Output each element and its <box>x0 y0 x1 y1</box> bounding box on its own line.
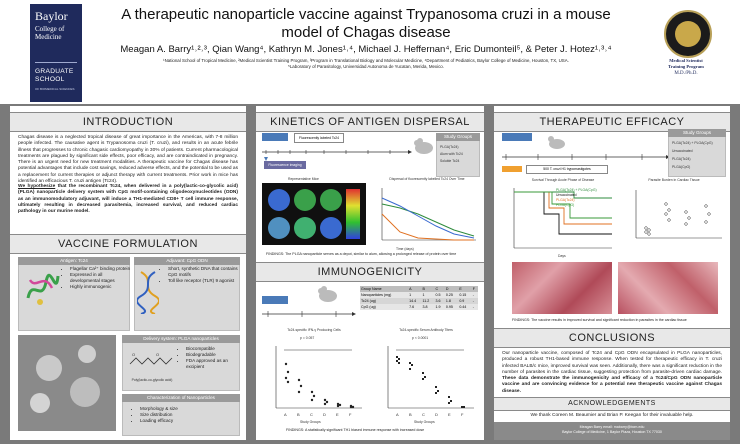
efficacy-findings: FINDINGS: The vaccine results in improved survival and significant reduction in parasites in the cardiac tissue <box>512 318 687 322</box>
dispersal-chart <box>370 184 480 248</box>
footer-email: Meagan Barry email: mabarry@bcm.edu <box>579 425 645 429</box>
table-cell: CpG (ug) <box>361 305 376 309</box>
kinetics-study-groups <box>440 144 463 165</box>
immuno-mouse-label-box <box>262 296 288 304</box>
table-cell: 0.5 <box>435 293 441 297</box>
affiliations-line-2: ⁵Laboratory of Parasitology, Universidad Autonoma de Yucatan, Merida, Mexico. <box>288 64 444 69</box>
adjuvant-bullet: • Toll like receptor (TLR) 9 agonist <box>168 278 244 284</box>
table-cell: 0.9 <box>459 299 465 303</box>
tick-label: C <box>422 412 425 417</box>
footer-text <box>494 422 730 435</box>
data-point <box>665 213 668 216</box>
table-cell: Tc24 (ug) <box>361 299 376 303</box>
data-point <box>311 399 313 401</box>
parasite-chart <box>622 184 726 258</box>
data-point <box>708 213 711 216</box>
data-point <box>688 217 691 220</box>
table-header-cell: D <box>445 287 449 291</box>
logo-biomed-text: OF BIOMEDICAL SCIENCES <box>35 87 75 91</box>
data-point <box>409 368 411 370</box>
delivery-bullets <box>178 346 246 370</box>
characterization-bullet: • Size distribution <box>140 412 240 418</box>
title-line-1: A therapeutic nanoparticle vaccine against Trypanosoma cruzi in a mouse <box>121 6 611 23</box>
infection-box: 500 T. cruzi H1 trypomastigotes <box>526 165 608 174</box>
labeled-tc24-box: Fluorescently labeled Tc24 <box>294 133 344 143</box>
survival-chart-title: Survival Through Acute Phase of Disease <box>531 178 595 182</box>
affiliations <box>92 58 640 70</box>
data-point <box>448 396 450 398</box>
fluorescence-image <box>262 183 366 245</box>
legend-item: PLGA(CpG) <box>556 203 575 207</box>
footer-bar <box>494 422 730 440</box>
ifn-pvalue: p = 0.057 <box>300 336 315 340</box>
affiliations-line-1: ¹National School of Tropical Medicine, ²Medical Scientist Training Program, ³Program in Translational Biology and Molecular Medicine, ⁴Department of Pediatrics, Baylor College of Medicine, Houston, TX, USA. <box>163 58 569 63</box>
poly-label: Poly(lactic-co-glycolic acid) <box>131 378 173 382</box>
study-group-item: Alum with Tc24 <box>440 152 463 156</box>
table-cell: - <box>472 305 474 309</box>
logo-college-text: College of <box>35 25 65 33</box>
data-point <box>398 362 400 364</box>
acknowledgements-heading: ACKNOWLEDGEMENTS <box>494 397 730 411</box>
data-point <box>350 406 352 408</box>
table-cell: 1 <box>422 293 425 297</box>
dispersal-chart-title: Dispersal of fluorescently labelled Tc24 Over Time <box>389 177 465 181</box>
data-point <box>668 209 671 212</box>
parasite-chart-title: Parasite Burden in Cardiac Tissue <box>648 178 700 182</box>
table-cell: 3.8 <box>422 305 428 309</box>
delivery-bullet: • FDA approved as an excipient <box>186 358 246 370</box>
introduction-body <box>18 135 238 185</box>
characterization-bullets <box>132 406 240 424</box>
data-point <box>461 406 463 408</box>
intro-paragraph: Chagas disease is a neglected tropical disease of great importance in the Americas, with 7-8 million people infected. The causative agent is Trypanosoma cruzi (T. cruzi), and results in an acute febrile illness that progresses to chronic chagasic cardiomyopathy in 30% of patients. Current pharmacological treatments are plagued by significant side effects, poor efficacy, and are contraindicated in pregnancy. There is an urgent need for new treatment modalities. A therapeutic vaccine for Chagas disease has potential advantages that include cost savings, reduced adverse effects, and the potential to be used as a replacement for current therapies or adjunct therapy with current treatments. Prior work in mice has identified an efficacious T. cruzi antigen (Tc24). <box>18 135 238 185</box>
ifn-chart <box>264 342 364 420</box>
conclusions-text: Our nanoparticle vaccine, composed of Tc24 and CpG ODN encapsulated in PLGA nanoparticles, produced a robust TH1-based immune response. When tested for therapeutic efficacy in T. cruzi infected BALB/c mice, improved survival was seen. Additionally, there was a significant reduction in the number of parasites in the cardiac tissue, suggesting protection from parasite-driven cardiac damage. <box>502 351 722 375</box>
data-point <box>463 406 465 408</box>
table-cell: 7.6 <box>409 305 415 309</box>
table-cell: 0.44 <box>459 305 467 309</box>
table-cell: 0.15 <box>459 293 467 297</box>
logo-school-text: SCHOOL <box>35 76 65 83</box>
kinetics-study-groups-title: Study Groups <box>436 133 480 141</box>
legend-item: PLGA(Tc24) + PLGA(CpG) <box>556 188 597 192</box>
efficacy-study-groups <box>672 139 713 171</box>
data-point <box>396 360 398 362</box>
data-point <box>705 221 708 224</box>
delivery-bullet: • Biocompatible <box>186 346 246 352</box>
table-cell: 1 <box>409 293 412 297</box>
hypothesis-text: that the recombinant Tc24, when delivered in a poly(lactic-co-glycolic acid) (PLGA) nanoparticle delivery system with CpG motif-containing oligodeoxynucleotides (ODN) as an immunomodulatory adjuvant, will induce a TH1-mediated CD8+ T cell immune response, ultimately resulting in decreased parasitemia, increased survival, and reduced cardiac pathology in our murine model. <box>18 184 239 215</box>
efficacy-heading: THERAPEUTIC EFFICACY <box>494 112 730 132</box>
mstp-line-1: Medical Scientist <box>669 58 703 63</box>
logo-graduate-text: GRADUATE <box>35 68 74 75</box>
efficacy-mouse-label-box <box>502 133 532 141</box>
plga-structure-icon <box>126 346 176 376</box>
data-point <box>287 371 289 373</box>
antigen-bullets <box>62 266 132 290</box>
data-point <box>685 223 688 226</box>
data-point <box>448 402 450 404</box>
data-point <box>324 399 326 401</box>
data-point <box>705 205 708 208</box>
survival-legend <box>556 188 597 208</box>
delivery-title: Delivery system: PLGA nanoparticles <box>122 335 240 343</box>
legend-item: Unvaccinated <box>556 193 577 197</box>
antibody-chart <box>374 342 478 420</box>
adjuvant-bullet: • Short, synthetic DNA that contains CpG motifs <box>168 266 244 278</box>
logo-medicine-text: Medicine <box>35 33 62 41</box>
footer-address: Baylor College of Medicine, 1 Baylor Plaza, Houston TX 77030 <box>562 430 662 434</box>
data-point <box>285 377 287 379</box>
cpg-dna-icon <box>137 270 159 314</box>
antibody-pvalue: p < 0.0001 <box>412 336 429 340</box>
data-point <box>665 203 668 206</box>
immunogenicity-findings: FINDINGS: A statistically significant TH1 biased immune response with increased dose <box>286 428 425 432</box>
legend-item: PLGA(Tc24) <box>556 198 575 202</box>
table-cell: 0.25 <box>445 293 453 297</box>
table-header-cell: Group Name <box>361 287 382 291</box>
infection-marker <box>502 166 522 172</box>
logo-rule <box>35 62 77 63</box>
data-point <box>326 401 328 403</box>
antigen-title: Antigen: Tc24 <box>18 257 130 265</box>
characterization-bullet: • Loading efficacy <box>140 418 240 424</box>
data-point <box>648 229 651 232</box>
data-point <box>398 358 400 360</box>
introduction-heading: INTRODUCTION <box>10 112 246 132</box>
table-cell: - <box>472 299 474 303</box>
baylor-logo <box>30 4 82 102</box>
ifn-xlabel: Study Groups <box>300 420 321 424</box>
study-group-item: Unvaccinated <box>672 149 693 153</box>
data-point <box>311 391 313 393</box>
study-group-item: PLGA(Tc24) <box>440 145 459 149</box>
data-point <box>422 372 424 374</box>
fluorescence-tag: Fluorescence imaging <box>264 161 306 169</box>
table-header-cell: E <box>459 287 462 291</box>
mstp-label <box>648 58 724 70</box>
data-point <box>396 356 398 358</box>
table-header-cell: C <box>435 287 439 291</box>
tick-label: D <box>323 412 326 417</box>
efficacy-study-groups-title: Study Groups <box>668 129 726 137</box>
kinetics-heading: KINETICS OF ANTIGEN DISPERSAL <box>256 112 484 132</box>
data-point <box>298 379 300 381</box>
nanoparticle-micrograph <box>18 335 116 431</box>
data-point <box>668 219 671 222</box>
data-point <box>298 391 300 393</box>
tick-label: C <box>310 412 313 417</box>
histology-image-left <box>512 262 612 314</box>
conclusions-heading: CONCLUSIONS <box>494 328 730 348</box>
antigen-bullet: • Expressed in all developmental stages <box>70 272 132 284</box>
data-point <box>645 231 648 234</box>
data-point <box>287 381 289 383</box>
vaccine-formulation-heading: VACCINE FORMULATION <box>10 234 246 254</box>
study-group-item: PLGA(Tc24) <box>672 157 691 161</box>
title-line-2: model of Chagas disease <box>281 24 451 41</box>
data-point <box>324 403 326 405</box>
data-point <box>645 227 648 230</box>
data-point <box>424 376 426 378</box>
poster-header <box>0 0 740 104</box>
hypothesis <box>18 184 238 215</box>
antigen-bullet: • Highly immunogenic <box>70 284 132 290</box>
immunogenicity-heading: IMMUNOGENICITY <box>256 262 484 282</box>
ifn-chart-title: Tc24-specific IFN-γ Producing Cells <box>287 328 341 332</box>
adjuvant-bullets <box>160 266 244 284</box>
immuno-timeline <box>262 306 358 322</box>
table-cell: - <box>472 293 474 297</box>
table-cell: 11.2 <box>422 299 430 303</box>
survival-xlabel: Days <box>558 254 566 258</box>
acknowledgements-body: We thank Coreen M. Beaumier and Brian P. Keegan for their invaluable help. <box>530 413 694 418</box>
table-header-cell: F <box>472 287 475 291</box>
characterization-title: Characterization of Nanoparticles <box>122 394 240 402</box>
dispersal-xlabel: Time (days) <box>396 247 414 251</box>
antibody-chart-title: Tc24-specific Serum Antibody Titers <box>399 328 453 332</box>
mouse-label-box <box>262 133 288 141</box>
table-cell: Nanoparticles (mg) <box>361 293 392 297</box>
data-point <box>422 378 424 380</box>
representative-mice-title: Representative Mice <box>288 177 319 181</box>
tick-label: E <box>448 412 451 417</box>
table-header-cell: A <box>409 287 412 291</box>
data-point <box>411 364 413 366</box>
tc24-structure-icon <box>22 268 62 310</box>
data-point <box>337 405 339 407</box>
table-cell: 3.6 <box>435 299 441 303</box>
authors: Meagan A. Barry¹˒²˒³, Qian Wang⁴, Kathryn M. Jones¹˒⁴, Michael J. Heffernan⁴, Eric Dumonteil⁵, & Peter J. Hotez¹˒³˒⁴ <box>120 44 612 55</box>
antigen-bullet: • Flagellar Ca²⁺ binding protein <box>70 266 132 272</box>
kinetics-findings: FINDINGS: The PLGA nanoparticle serves as a depot, similar to alum, allowing a prolonged release of protein over time <box>266 252 457 256</box>
characterization-bullet: • Morphology & size <box>140 406 240 412</box>
dose-table <box>360 286 478 310</box>
tick-label: B <box>297 412 300 417</box>
table-cell: 14.4 <box>409 299 417 303</box>
data-point <box>300 385 302 387</box>
tick-label: B <box>409 412 412 417</box>
antibody-xlabel: Study Groups <box>414 420 435 424</box>
table-cell: 0.95 <box>445 305 453 309</box>
data-point <box>685 211 688 214</box>
data-point <box>435 386 437 388</box>
table-cell: 1.8 <box>445 299 451 303</box>
tick-label: F <box>349 412 352 417</box>
data-point <box>409 362 411 364</box>
data-point <box>435 392 437 394</box>
table-header-cell: B <box>422 287 425 291</box>
conclusions-body <box>502 351 722 395</box>
right-column <box>494 106 730 440</box>
tick-label: A <box>284 412 287 417</box>
tick-label: F <box>461 412 464 417</box>
hypothesis-lead: We hypothesize <box>18 184 56 189</box>
svg-text:O: O <box>132 352 136 357</box>
mstp-line-2: Training Program <box>668 64 704 69</box>
table-cell: 1.9 <box>435 305 441 309</box>
data-point <box>437 390 439 392</box>
delivery-bullet: • Biodegradable <box>186 352 246 358</box>
histology-image-right <box>618 262 718 314</box>
data-point <box>648 233 651 236</box>
tick-label: A <box>396 412 399 417</box>
mstp-seal-icon <box>664 10 712 58</box>
conclusions-bold-text: These data demonstrate the immunogenicity and efficacy of a Tc24/CpG ODN nanoparticle vaccine and are convincing evidence for a potential new therapeutic vaccine against Chagas disease. <box>502 376 722 394</box>
immuno-mouse-icon <box>316 284 340 304</box>
logo-baylor-text: Baylor <box>35 9 68 23</box>
left-column <box>10 106 246 440</box>
md-phd-label: M.D./Ph.D. <box>674 71 698 76</box>
svg-text:O: O <box>156 352 160 357</box>
efficacy-mouse-icon <box>546 133 568 151</box>
data-point <box>450 400 452 402</box>
table-row <box>360 304 478 310</box>
tick-label: E <box>336 412 339 417</box>
tick-label: D <box>435 412 438 417</box>
adjuvant-title: Adjuvant: CpG ODN <box>134 257 240 265</box>
data-point <box>285 363 287 365</box>
poster-title <box>96 6 636 42</box>
mouse-icon <box>412 136 436 156</box>
series-line <box>382 204 474 236</box>
data-point <box>313 395 315 397</box>
study-group-item: PLGA(CpG) <box>672 165 691 169</box>
efficacy-timeline <box>502 150 672 164</box>
study-group-item: Soluble Tc24 <box>440 159 460 163</box>
study-group-item: PLGA(Tc24) + PLGA(CpG) <box>672 141 713 145</box>
middle-column <box>256 106 484 440</box>
